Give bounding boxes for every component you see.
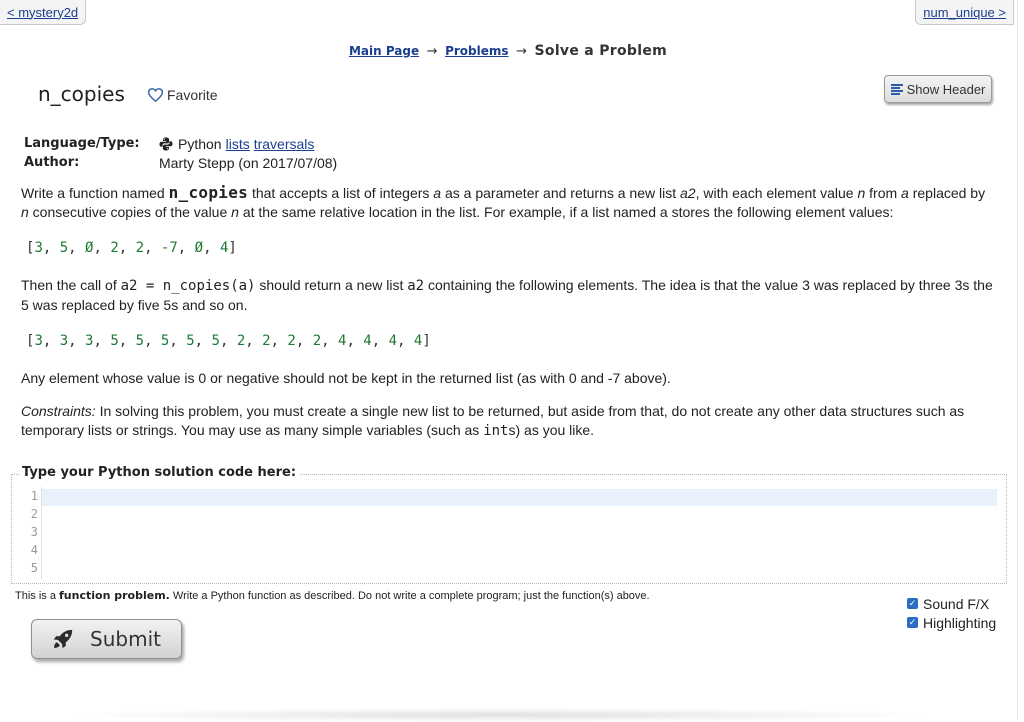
list-comma: , xyxy=(42,333,60,349)
language-row xyxy=(24,134,337,153)
tag-lists-link[interactable]: lists xyxy=(225,135,250,152)
function-problem-note xyxy=(15,589,650,602)
desc-var: a xyxy=(433,185,442,201)
code-editor[interactable] xyxy=(24,487,998,579)
note-text: Write a Python function as described. Do not write a complete program; just the function(s) above. xyxy=(169,590,650,602)
desc-text: , with each element value xyxy=(695,185,858,201)
note-text: This is a xyxy=(15,590,60,602)
sound-fx-label: Sound F/X xyxy=(923,595,990,612)
list-number: 4 xyxy=(338,333,347,349)
show-header-label: Show Header xyxy=(906,81,986,97)
list-number: 3 xyxy=(85,333,94,349)
gutter-divider xyxy=(41,487,42,579)
desc-code: a2 xyxy=(407,278,425,294)
desc-text: Then the call of xyxy=(21,277,121,293)
list-number: 3 xyxy=(34,333,43,349)
rocket-icon xyxy=(52,628,74,650)
list-comma: , xyxy=(371,333,389,349)
breadcrumb-separator: → xyxy=(516,44,527,59)
author-value: Marty Stepp (on 2017/07/08) xyxy=(159,154,338,171)
list-number: 5 xyxy=(211,333,220,349)
desc-text: at the same relative location in the list. For example, if a list named a stores the following element values: xyxy=(238,204,894,220)
line-number: 4 xyxy=(30,543,38,557)
list-comma: , xyxy=(194,333,212,349)
list-comma: , xyxy=(321,333,338,349)
list-comma: , xyxy=(118,333,136,349)
author-row xyxy=(24,153,337,172)
list-bracket: ] xyxy=(228,240,237,256)
list-comma: , xyxy=(118,240,136,256)
line-number: 1 xyxy=(30,489,38,503)
language-value xyxy=(159,136,314,152)
constraints-paragraph xyxy=(21,402,996,441)
highlighting-label: Highlighting xyxy=(923,614,997,631)
show-header-button[interactable] xyxy=(884,75,992,103)
list-number: 4 xyxy=(413,333,423,349)
note-bold: function problem. xyxy=(59,589,170,602)
list-bracket: [ xyxy=(26,240,35,256)
favorite-button[interactable] xyxy=(148,87,218,103)
line-number-gutter xyxy=(24,487,38,577)
list-comma: , xyxy=(203,240,220,256)
python-icon xyxy=(159,137,173,151)
next-problem-link[interactable]: num_unique > xyxy=(923,4,1006,20)
desc-var: a2 xyxy=(680,185,696,201)
language-label: Language/Type: xyxy=(24,136,140,151)
desc-text: as a parameter and returns a new list xyxy=(441,185,680,201)
desc-text: consecutive copies of the value xyxy=(28,204,232,220)
options-panel xyxy=(907,594,996,632)
list-number: 5 xyxy=(186,333,195,349)
list-comma: , xyxy=(169,333,187,349)
active-line-highlight xyxy=(42,489,997,506)
list-bracket: ] xyxy=(422,333,431,349)
breadcrumb-separator: → xyxy=(426,44,438,59)
desc-var: n xyxy=(21,204,29,220)
breadcrumb-main-page[interactable]: Main Page xyxy=(348,44,420,58)
list-number: 2 xyxy=(262,333,271,349)
highlighting-checkbox[interactable]: ✓ xyxy=(908,617,917,627)
desc-text: In solving this problem, you must create a single new list to be returned, but aside from that, do not create any other data structures such as temporary lists or strings. You may use as many simple variables (such as xyxy=(21,403,965,438)
description-paragraph-2 xyxy=(21,276,996,315)
list-comma: , xyxy=(295,333,313,349)
desc-text: from xyxy=(865,185,902,201)
list-comma: , xyxy=(68,333,86,349)
list-comma: , xyxy=(93,240,111,256)
list-comma: , xyxy=(144,333,161,349)
author-label: Author: xyxy=(24,155,80,170)
sound-fx-checkbox[interactable]: ✓ xyxy=(908,598,917,608)
list-number: 3 xyxy=(59,333,69,349)
list-number: 2 xyxy=(312,333,322,349)
list-bracket: [ xyxy=(26,333,35,349)
prev-problem-tab[interactable] xyxy=(0,0,86,25)
desc-code: a2 = n_copies(a) xyxy=(120,278,256,294)
breadcrumb-problems[interactable]: Problems xyxy=(445,44,509,58)
submit-button[interactable] xyxy=(31,619,182,659)
problem-meta xyxy=(24,134,337,172)
desc-var: n xyxy=(857,185,866,201)
list-number: 4 xyxy=(388,333,398,349)
desc-text: that accepts a list of integers xyxy=(248,185,434,201)
heart-icon xyxy=(148,88,163,102)
sound-fx-option[interactable] xyxy=(907,594,996,613)
desc-code: int xyxy=(483,423,509,439)
desc-var: n xyxy=(231,204,239,220)
function-name: n_copies xyxy=(168,183,249,202)
desc-text: should return a new list xyxy=(255,277,408,293)
list-number: 2 xyxy=(135,240,145,256)
desc-text: containing the following elements. The idea is that the value 3 was replaced by three 3s the 5 was replaced by five 5s and so on. xyxy=(21,277,993,313)
list-number: 2 xyxy=(287,333,296,349)
list-number: 5 xyxy=(160,333,170,349)
list-number: 2 xyxy=(236,333,246,349)
desc-text: replaced by xyxy=(908,185,986,201)
code-editor-legend: Type your Python solution code here: xyxy=(19,465,299,480)
tag-traversals-link[interactable]: traversals xyxy=(253,135,315,152)
line-number: 2 xyxy=(30,507,38,521)
page-edge xyxy=(1017,0,1018,720)
list-comma: , xyxy=(346,333,364,349)
list-number: 5 xyxy=(135,333,145,349)
list-comma: , xyxy=(177,240,195,256)
list-number: Ø xyxy=(194,240,204,256)
list-comma: , xyxy=(93,333,111,349)
prev-problem-link[interactable]: < mystery2d xyxy=(7,4,79,20)
example-input-list xyxy=(26,240,237,256)
favorite-label: Favorite xyxy=(167,87,218,103)
highlighting-option[interactable] xyxy=(907,613,996,632)
desc-text: s) as you like. xyxy=(508,422,595,438)
list-number: -7 xyxy=(160,240,178,256)
submit-label: Submit xyxy=(90,627,161,651)
list-comma: , xyxy=(42,240,60,256)
line-number: 3 xyxy=(30,525,38,539)
line-number: 5 xyxy=(30,561,38,575)
language-name: Python xyxy=(178,135,222,152)
list-number: 5 xyxy=(110,333,119,349)
list-number: 4 xyxy=(219,240,229,256)
list-icon xyxy=(891,84,903,95)
list-comma: , xyxy=(397,333,414,349)
next-problem-tab[interactable] xyxy=(915,0,1014,25)
breadcrumb xyxy=(0,43,1016,59)
list-comma: , xyxy=(144,240,161,256)
list-comma: , xyxy=(270,333,288,349)
list-comma: , xyxy=(68,240,86,256)
description-paragraph-1 xyxy=(21,183,996,222)
example-output-list xyxy=(26,333,431,349)
list-comma: , xyxy=(219,333,237,349)
description-paragraph-3: Any element whose value is 0 or negative should not be kept in the returned list (as with 0 and -7 above). xyxy=(21,370,671,386)
list-number: 4 xyxy=(363,333,372,349)
breadcrumb-current: Solve a Problem xyxy=(534,43,668,59)
page-title: n_copies xyxy=(38,82,125,106)
list-comma: , xyxy=(245,333,263,349)
constraints-label: Constraints: xyxy=(21,403,96,419)
desc-var: a xyxy=(901,185,909,201)
list-number: 3 xyxy=(34,240,43,256)
desc-text: Write a function named xyxy=(21,185,169,201)
list-number: Ø xyxy=(85,240,94,256)
list-number: 5 xyxy=(59,240,69,256)
list-number: 2 xyxy=(110,240,119,256)
